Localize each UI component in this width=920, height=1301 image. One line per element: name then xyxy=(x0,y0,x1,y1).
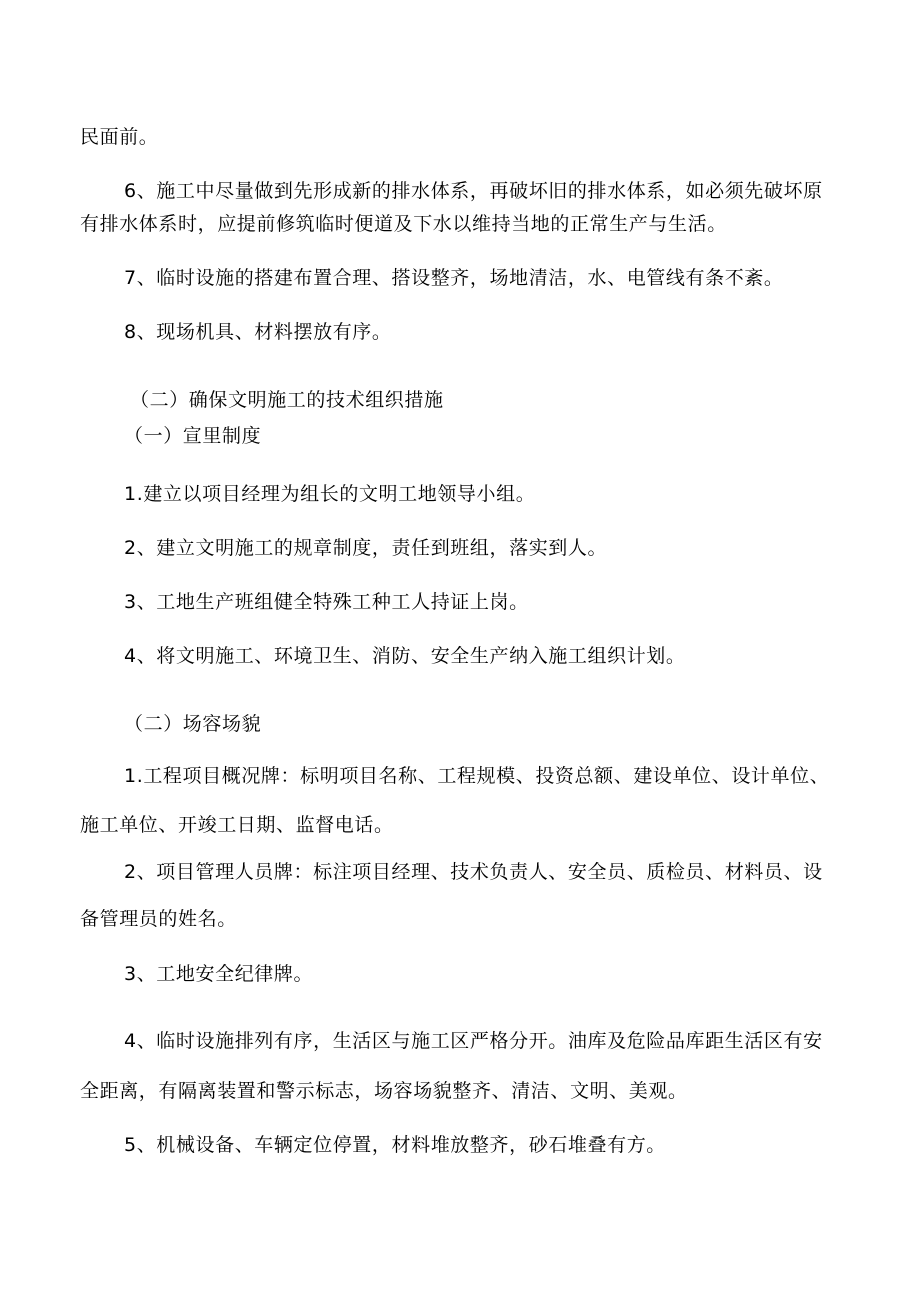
text-line: 1.建立以项目经理为组长的文明工地领导小组。 xyxy=(124,483,536,505)
text-line: 7、临时设施的搭建布置合理、搭设整齐，场地清洁，水、电管线有条不紊。 xyxy=(124,267,784,289)
text-line: 民面前。 xyxy=(80,126,159,148)
text-line: 3、工地安全纪律牌。 xyxy=(124,963,314,985)
text-line: 6、施工中尽量做到先形成新的排水体系，再破坏旧的排水体系，如必须先破坏原 xyxy=(124,180,823,202)
text-line: 8、现场机具、材料摆放有序。 xyxy=(124,321,392,343)
text-line: 备管理员的姓名。 xyxy=(80,908,237,930)
text-line: 3、工地生产班组健全特殊工种工人持证上岗。 xyxy=(124,591,529,613)
text-line: 全距离，有隔离装置和警示标志，场容场貌整齐、清洁、文明、美观。 xyxy=(80,1080,688,1102)
text-line: 1.工程项目概况牌：标明项目名称、工程规模、投资总额、建设单位、设计单位、 xyxy=(124,765,830,787)
subsection-heading: （一）宣里制度 xyxy=(124,425,262,447)
text-line: 4、将文明施工、环境卫生、消防、安全生产纳入施工组织计划。 xyxy=(124,645,686,667)
text-line: 施工单位、开竣工日期、监督电话。 xyxy=(80,814,394,836)
text-line: 有排水体系时，应提前修筑临时便道及下水以维持当地的正常生产与生活。 xyxy=(80,213,727,235)
text-line: 5、机械设备、车辆定位停置，材料堆放整齐，砂石堆叠有方。 xyxy=(124,1134,666,1156)
subsection-heading: （二）场容场貌 xyxy=(124,713,262,735)
text-line: 2、建立文明施工的规章制度，责任到班组，落实到人。 xyxy=(124,537,608,559)
text-line: 2、项目管理人员牌：标注项目经理、技术负责人、安全员、质检员、材料员、设 xyxy=(124,861,823,883)
text-line: 4、临时设施排列有序，生活区与施工区严格分开。油库及危险品库距生活区有安 xyxy=(124,1030,823,1052)
section-heading: （二）确保文明施工的技术组织措施 xyxy=(130,389,444,411)
